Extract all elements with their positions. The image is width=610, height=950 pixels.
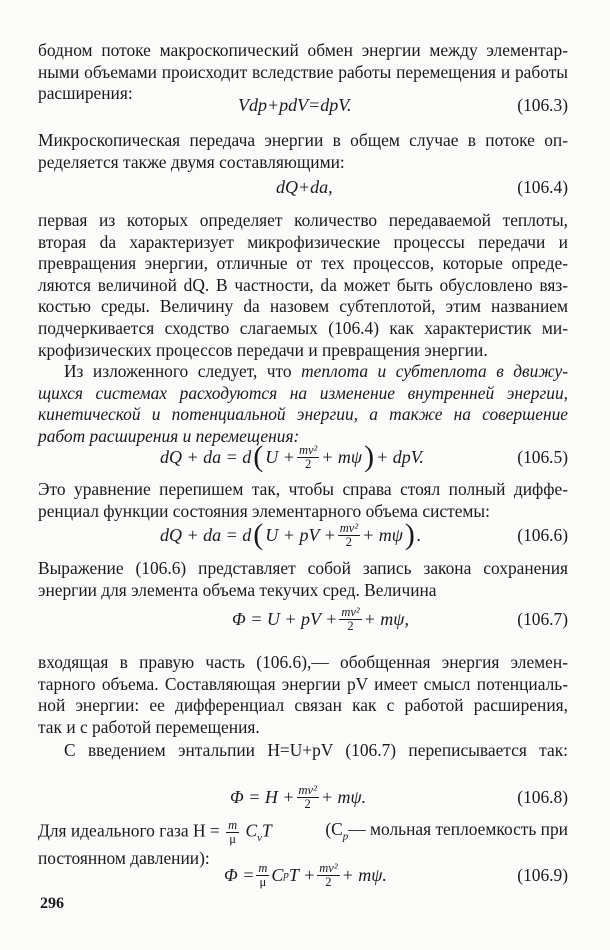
text-line: Это уравнение перепишем так, чтобы справа стоял полный диффе- — [38, 479, 568, 499]
text-line: первая из которых определяет количество передаваемой теплоты, — [38, 210, 568, 230]
text-line: вторая da характеризует микрофизические процессы передачи и — [38, 231, 568, 252]
text-line: Выражение (106.6) представляет собой запись закона сохранения — [38, 558, 568, 578]
paragraph-7 — [38, 652, 568, 738]
text-line: превращения энергии, отличные от тех процессов, которые опреде- — [38, 253, 568, 274]
fraction: $\frac{\text{mv²}}{2}$ — [298, 442, 318, 471]
text-line: ренциал функции состояния элементарного объема системы: — [38, 500, 490, 521]
text-line: крофизических процессов передачи и превращения энергии. — [38, 339, 488, 360]
equation-106-4 — [38, 170, 568, 204]
equation-number: (106.3) — [517, 94, 568, 115]
text-line — [38, 817, 568, 848]
text-line: входящая в правую часть (106.6),— обобщенная энергия элемен- — [38, 652, 568, 672]
equation-number: (106.8) — [517, 786, 568, 807]
paragraph-3 — [38, 210, 568, 361]
paragraph-8 — [38, 740, 568, 762]
equation-106-8 — [38, 780, 568, 814]
text-line: ной энергии: ее дифференциал связан как с работой расширения, — [38, 695, 568, 716]
equation-body: dQ + da = d ( U + pV + $\frac{\text{mv²}}{2}$ + mψ ) . — [160, 518, 422, 551]
fraction: $\frac{\text{mv²}}{2}$ — [319, 860, 338, 889]
paragraph-5 — [38, 479, 568, 522]
text-line: Из изложенного следует, что теплота и субтеплота в движу- — [64, 361, 568, 381]
equation-number: (106.4) — [517, 176, 568, 197]
equation-body: Φ = H + $\frac{\text{mv²}}{2}$ + mψ. — [230, 782, 367, 811]
equation-body: dQ+da, — [276, 176, 333, 197]
equation-106-3 — [38, 88, 568, 122]
equation-body: dQ + da = d ( U + $\frac{\text{mv²}}{2}$ + mψ ) + dpV. — [160, 440, 424, 473]
inline-text: Для идеального газа H = $\frac{m}{\mu}$ $C_vT$ — [38, 817, 272, 846]
text-line: костью среды. Величину da назовем субтеплотой, этим названием — [38, 296, 568, 317]
equation-number: (106.7) — [517, 608, 568, 629]
equation-number: (106.6) — [517, 524, 568, 545]
text-line: подчеркивается сходство слагаемых (106.4) как характеристик ми- — [38, 317, 568, 338]
text-line: ными объемами происходит вследствие работы перемещения и работы — [38, 61, 568, 82]
text-line: кинетической и потенциальной энергии, а также на совершение — [38, 404, 568, 425]
text-line: бодном потоке макроскопический обмен энергии между элементар- — [38, 40, 568, 60]
inline-fraction: $\frac{m}{\mu}$ — [228, 817, 238, 846]
fraction: $\frac{m}{\mu}$ — [258, 860, 268, 889]
equation-number: (106.5) — [517, 446, 568, 467]
text-line: так и с работой перемещения. — [38, 716, 260, 737]
text-line: расширения: — [38, 83, 133, 104]
equation-number: (106.9) — [517, 864, 568, 885]
fraction: $\frac{\text{mv²}}{2}$ — [298, 782, 317, 811]
inline-text: ($C_p—$ мольная теплоемкость при — [325, 819, 568, 843]
equation-106-9 — [38, 858, 568, 892]
paragraph-6 — [38, 558, 568, 601]
equation-body: Φ = $\frac{m}{\mu}$ C p T + $\frac{\text{mv²}}{2}$ + mψ. — [224, 860, 387, 889]
equation-body: Φ = U + pV + $\frac{\text{mv²}}{2}$ + mψ, — [232, 604, 409, 633]
text-line: постоянном давлении): — [38, 848, 210, 868]
page-number: 296 — [40, 895, 64, 912]
text-line: энергии для элемента объема текучих сред. Величина — [38, 579, 437, 600]
text-line: щихся системах расходуются на изменение внутренней энергии, — [38, 382, 568, 403]
text-line: тарного объема. Составляющая энергии pV имеет смысл потенциаль- — [38, 673, 568, 694]
text-line: С введением энтальпии H=U+pV (106.7) переписывается так: — [64, 740, 568, 760]
paragraph-4 — [38, 361, 568, 447]
equation-body: Vdp+pdV=dpV. — [238, 94, 352, 115]
fraction: $\frac{\text{mv²}}{2}$ — [341, 604, 360, 633]
text-line: ляются величиной dQ. В частности, da может быть обусловлено вяз- — [38, 274, 568, 295]
equation-106-6 — [38, 518, 568, 552]
paragraph-2 — [38, 130, 568, 173]
fraction: $\frac{\text{mv²}}{2}$ — [339, 520, 359, 549]
equation-106-7 — [38, 602, 568, 636]
text-line: Микроскопическая передача энергии в общем случае в потоке оп- — [38, 130, 568, 150]
equation-106-5 — [38, 440, 568, 474]
text-line: ределяется также двумя составляющими: — [38, 151, 345, 172]
text-line: работ расширения и перемещения: — [38, 425, 300, 446]
